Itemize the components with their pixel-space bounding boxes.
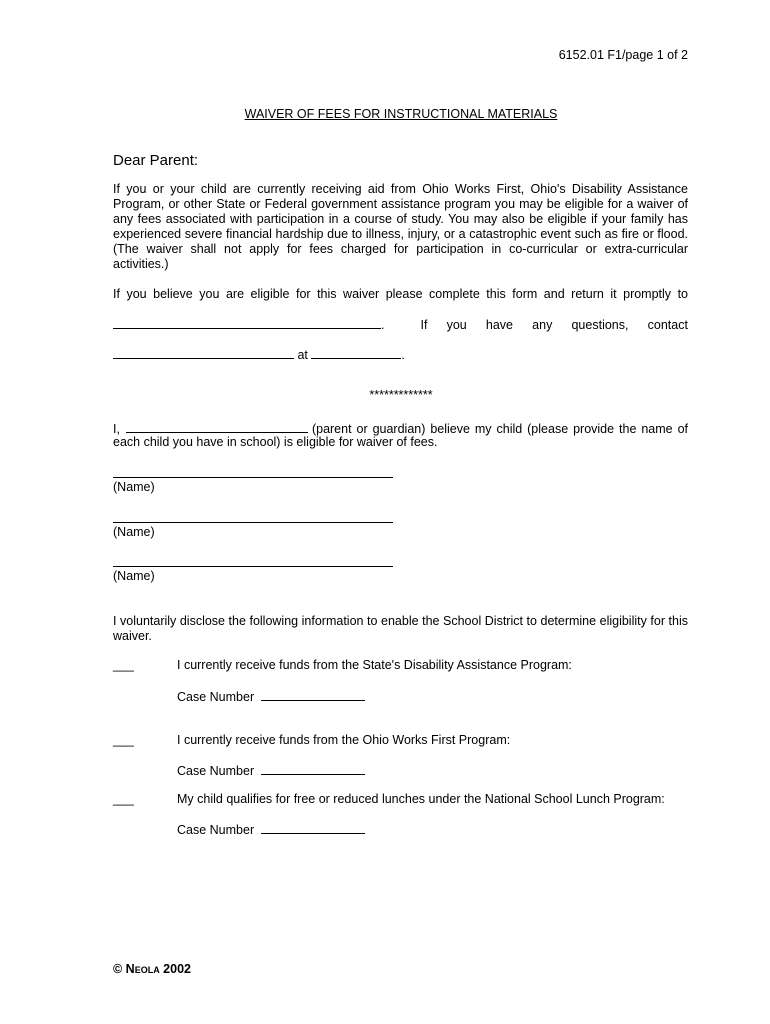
contact-person-line xyxy=(113,346,405,362)
option-checkbox-1[interactable]: ___ xyxy=(113,658,134,672)
return-to-field[interactable] xyxy=(113,316,381,329)
word: contact xyxy=(647,318,688,332)
at-label: at xyxy=(297,348,308,362)
disclosure-paragraph: I voluntarily disclose the following information to enable the School District to determine eligibility for this waiver. xyxy=(113,614,688,643)
case-number-label: Case Number xyxy=(177,690,255,704)
case-number-row-2 xyxy=(177,762,365,778)
document-title: WAIVER OF FEES FOR INSTRUCTIONAL MATERIALS xyxy=(244,107,558,121)
form-reference: 6152.01 F1/page 1 of 2 xyxy=(558,48,688,62)
word: have xyxy=(485,318,514,332)
case-number-field-2[interactable] xyxy=(261,762,365,775)
option-text-1: I currently receive funds from the State's Disability Assistance Program: xyxy=(177,658,572,672)
child-name-field-1[interactable] xyxy=(113,477,393,478)
period: . xyxy=(401,348,405,362)
contact-phone-field[interactable] xyxy=(311,346,401,359)
separator: ************* xyxy=(369,388,433,402)
return-instructions: If you believe you are eligible for this waiver please complete this form and return it promptly to xyxy=(113,287,688,301)
word: you xyxy=(446,318,467,332)
case-number-label: Case Number xyxy=(177,764,255,778)
copyright-footer: © Neola 2002 xyxy=(113,962,191,976)
intro-paragraph: If you or your child are currently receiving aid from Ohio Works First, Ohio's Disability Assistance Program, or other State or Federal government assistance program you may be eligible for a waiver of any fees associated with participation in a course of study. You may also be eligible if your family has experienced severe financial hardship due to illness, injury, or a catastrophic event such as fire or flood. (The waiver shall not apply for fees charged for participation in co-curricular or extra-curricular activities.) xyxy=(113,182,688,271)
declaration-text: (parent or guardian) believe my child (please provide the name of xyxy=(311,422,688,436)
contact-name-field[interactable] xyxy=(113,346,294,359)
case-number-row-1 xyxy=(177,688,365,704)
declaration-line-2: each child you have in school) is eligible for waiver of fees. xyxy=(113,435,438,449)
name-label: (Name) xyxy=(113,480,155,494)
case-number-field-3[interactable] xyxy=(261,821,365,834)
word: If xyxy=(420,318,428,332)
option-checkbox-3[interactable]: ___ xyxy=(113,792,134,806)
parent-name-field[interactable] xyxy=(126,420,308,433)
option-text-2: I currently receive funds from the Ohio Works First Program: xyxy=(177,733,511,747)
name-label: (Name) xyxy=(113,525,155,539)
declaration-prefix: I, xyxy=(113,422,120,436)
option-checkbox-2[interactable]: ___ xyxy=(113,733,134,747)
word: questions, xyxy=(571,318,629,332)
salutation: Dear Parent: xyxy=(113,152,199,169)
contact-line xyxy=(113,316,688,332)
name-label: (Name) xyxy=(113,569,155,583)
word: any xyxy=(532,318,553,332)
option-text-3: My child qualifies for free or reduced lunches under the National School Lunch Program: xyxy=(177,792,665,806)
declaration-line xyxy=(113,420,688,436)
case-number-label: Case Number xyxy=(177,823,255,837)
child-name-field-3[interactable] xyxy=(113,566,393,567)
period: . xyxy=(381,318,385,332)
child-name-field-2[interactable] xyxy=(113,522,393,523)
case-number-row-3 xyxy=(177,821,365,837)
case-number-field-1[interactable] xyxy=(261,688,365,701)
